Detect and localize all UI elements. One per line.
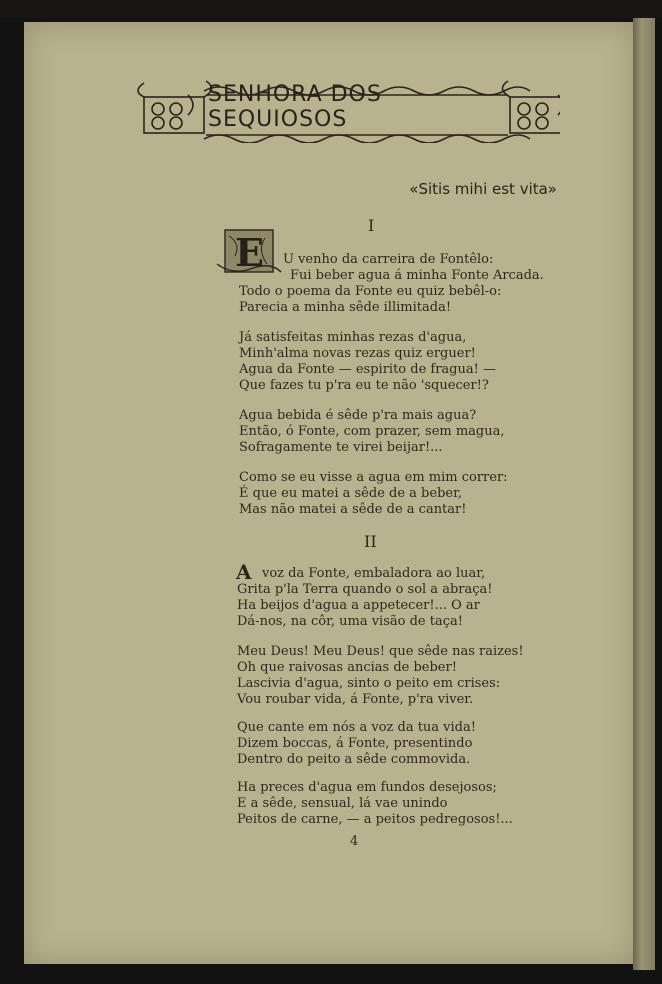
poem-line: voz da Fonte, embaladora ao luar, [262,566,486,581]
poem-line: Agua da Fonte — espirito de fragua! — [239,362,496,377]
section-number: II [364,532,377,551]
poem-line: Que fazes tu p'ra eu te não 'squecer!? [239,378,489,393]
poem-line: Peitos de carne, — a peitos pedregosos!... [237,812,513,827]
poem-line: U venho da carreira de Fontêlo: [283,252,494,267]
poem-line: Ha beijos d'agua a appetecer!... O ar [237,598,480,613]
poem-line: Dentro do peito a sêde commovida. [237,752,471,767]
poem-line: É que eu matei a sêde de a beber, [239,486,462,501]
poem-line: Fui beber agua á minha Fonte Arcada. [290,268,544,283]
page-number: 4 [350,834,359,849]
poem-line: Todo o poema da Fonte eu quiz bebêl-o: [239,284,502,299]
poem-line: Como se eu visse a agua em mim correr: [239,470,508,485]
poem-line: Que cante em nós a voz da tua vida! [237,720,476,735]
poem-line: Ha preces d'agua em fundos desejosos; [237,780,497,795]
illuminated-initial-e [215,226,283,276]
poem-line: Já satisfeitas minhas rezas d'agua, [239,330,467,345]
poem-line: Dizem boccas, á Fonte, presentindo [237,736,473,751]
poem-line: Lascivia d'agua, sinto o peito em crises: [237,676,501,691]
dropcap-letter-e: E [235,230,264,275]
scan-top-edge [0,0,662,18]
poem-line: Oh que raivosas ancias de beber! [237,660,457,675]
book-gutter [633,18,655,970]
poem-line: Agua bebida é sêde p'ra mais agua? [239,408,477,423]
poem-line: Grita p'la Terra quando o sol a abraça! [237,582,493,597]
poem-title: SENHORA DOS SEQUIOSOS [208,82,382,132]
poem-line: Vou roubar vida, á Fonte, p'ra viver. [237,692,474,707]
dropcap-letter-a: A [236,560,252,584]
epigraph: «Sitis mihi est vita» [409,180,557,198]
poem-line: Parecia a minha sêde illimitada! [239,300,452,315]
poem-line: Então, ó Fonte, com prazer, sem magua, [239,424,505,439]
section-number: I [368,216,375,235]
poem-line: E a sêde, sensual, lá vae unindo [237,796,448,811]
poem-line: Meu Deus! Meu Deus! que sêde nas raizes! [237,644,524,659]
poem-line: Minh'alma novas rezas quiz erguer! [239,346,476,361]
poem-line: Sofragamente te virei beijar!... [239,440,443,455]
poem-line: Dá-nos, na côr, uma visão de taça! [237,614,463,629]
poem-line: Mas não matei a sêde de a cantar! [239,502,467,517]
